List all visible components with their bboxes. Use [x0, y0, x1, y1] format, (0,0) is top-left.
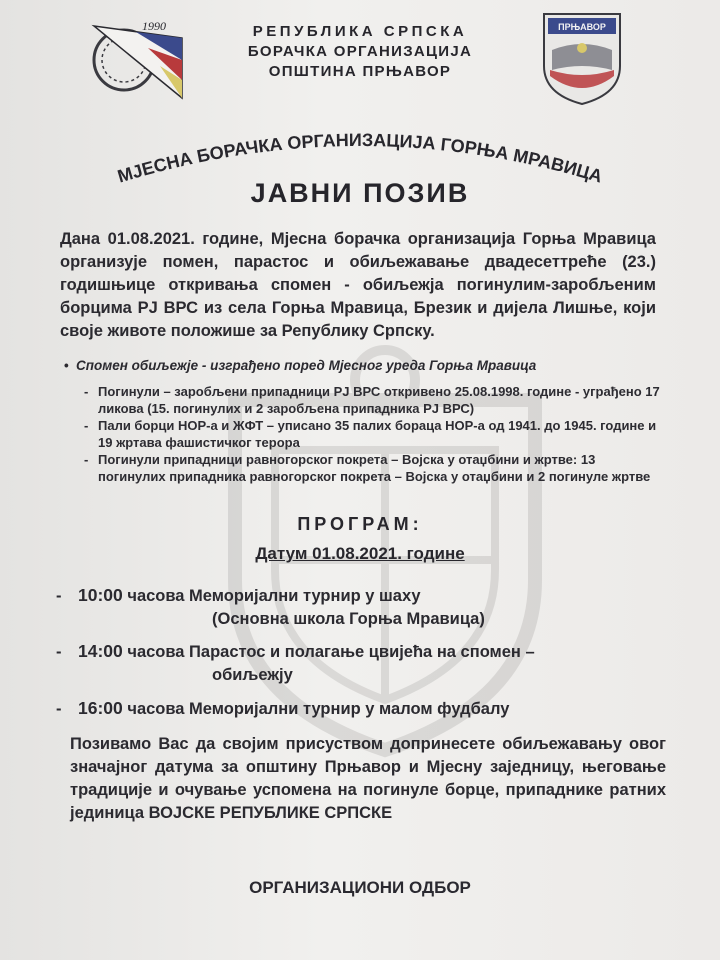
- schedule-continuation: (Основна школа Горња Мравица): [212, 610, 485, 628]
- list-item: [84, 383, 664, 417]
- schedule-dash: -: [56, 700, 62, 718]
- program-date-text: Датум 01.08.2021. године: [255, 544, 465, 563]
- intro-prefix: Дана: [60, 230, 108, 248]
- intro-date: 01.08.2021.: [107, 230, 195, 248]
- signature-committee: ОРГАНИЗАЦИОНИ ОДБОР: [249, 878, 471, 897]
- schedule-item: [56, 697, 676, 721]
- header-municipality: ОПШТИНА ПРЊАВОР: [268, 63, 452, 80]
- list-dash: -: [84, 384, 89, 399]
- bullet-marker: •: [64, 358, 69, 373]
- list-dash: -: [84, 452, 89, 467]
- closing-paragraph: Позивамо Вас да својим присуством допринесете обиљежавању овог значајног датума за општину Прњавор и Мјесну заједницу, његовање традиције и очување успомена на погинуле борце, припаднике ратних јединица ВОЈСКЕ РЕПУБЛИКЕ СРПСКЕ: [70, 735, 666, 822]
- letterhead: [200, 22, 520, 82]
- schedule-time: 10:00: [78, 585, 123, 605]
- logo-year: 1990: [142, 19, 166, 33]
- schedule-dash: -: [56, 643, 62, 661]
- list-item-text: Пали борци НОР-а и ЖФТ – уписано 35 палих бораца НОР-а од 1941. до 1945. године и 19 жртава фашистичког терора: [98, 418, 657, 450]
- intro-paragraph: [60, 228, 656, 343]
- shield-caption: ПРЊАВОР: [558, 22, 606, 32]
- header-organization: БОРАЧКА ОРГАНИЗАЦИЈА: [247, 43, 473, 60]
- bullet-text: Спомен обиљежје - изграђено поред Мјесног уреда Горња Мравица: [76, 358, 537, 373]
- schedule-text: часова Парастос и полагање цвијећа на спомен –: [127, 643, 535, 661]
- program-date: [0, 544, 720, 564]
- schedule-item: [56, 584, 676, 631]
- veterans-organization-logo: [88, 8, 188, 104]
- header-republic: РЕПУБЛИКА СРПСКА: [252, 23, 468, 40]
- list-item-text: Погинули припадници равногорског покрета – Војска у отаџбини и жртве: 13 погинулих припадника равногорског покрета – Војска у отаџбини и 2 погинуле жртве: [98, 452, 651, 484]
- municipality-shield-logo: [538, 10, 626, 106]
- schedule-time: 14:00: [78, 641, 123, 661]
- list-item: [84, 451, 664, 485]
- arc-title-text: МЈЕСНА БОРАЧКА ОРГАНИЗАЦИЈА ГОРЊА МРАВИЦА: [115, 129, 605, 187]
- schedule-time: 16:00: [78, 698, 123, 718]
- memorial-sublist: [84, 383, 664, 485]
- schedule-item: [56, 640, 676, 687]
- schedule-continuation: обиљежју: [212, 666, 293, 684]
- list-dash: -: [84, 418, 89, 433]
- program-title: ПРОГРАМ:: [297, 514, 423, 534]
- schedule-text: часова Меморијални турнир у малом фудбалу: [127, 700, 510, 718]
- list-item: [84, 417, 664, 451]
- intro-text: године, Мјесна борачка организација Горња Мравица организује помен, парастос и обиљежавање двадесеттреће (23.) годишњице откривања спомен - обиљежја погинулим-заробљеним борцима РЈ ВРС из села Горња Мравица, Брезик и дијела Лишње, који своје животе положише за Републику Српску.: [60, 230, 656, 340]
- memorial-bullet: [64, 358, 664, 373]
- schedule-dash: -: [56, 587, 62, 605]
- schedule-text: часова Меморијални турнир у шаху: [127, 587, 421, 605]
- page-title: ЈАВНИ ПОЗИВ: [250, 178, 470, 208]
- list-item-text: Погинули – заробљени припадници РЈ ВРС откривено 25.08.1998. године - уграђено 17 ликова (15. погинулих и 2 заробљена припадника РЈ ВРС): [98, 384, 660, 416]
